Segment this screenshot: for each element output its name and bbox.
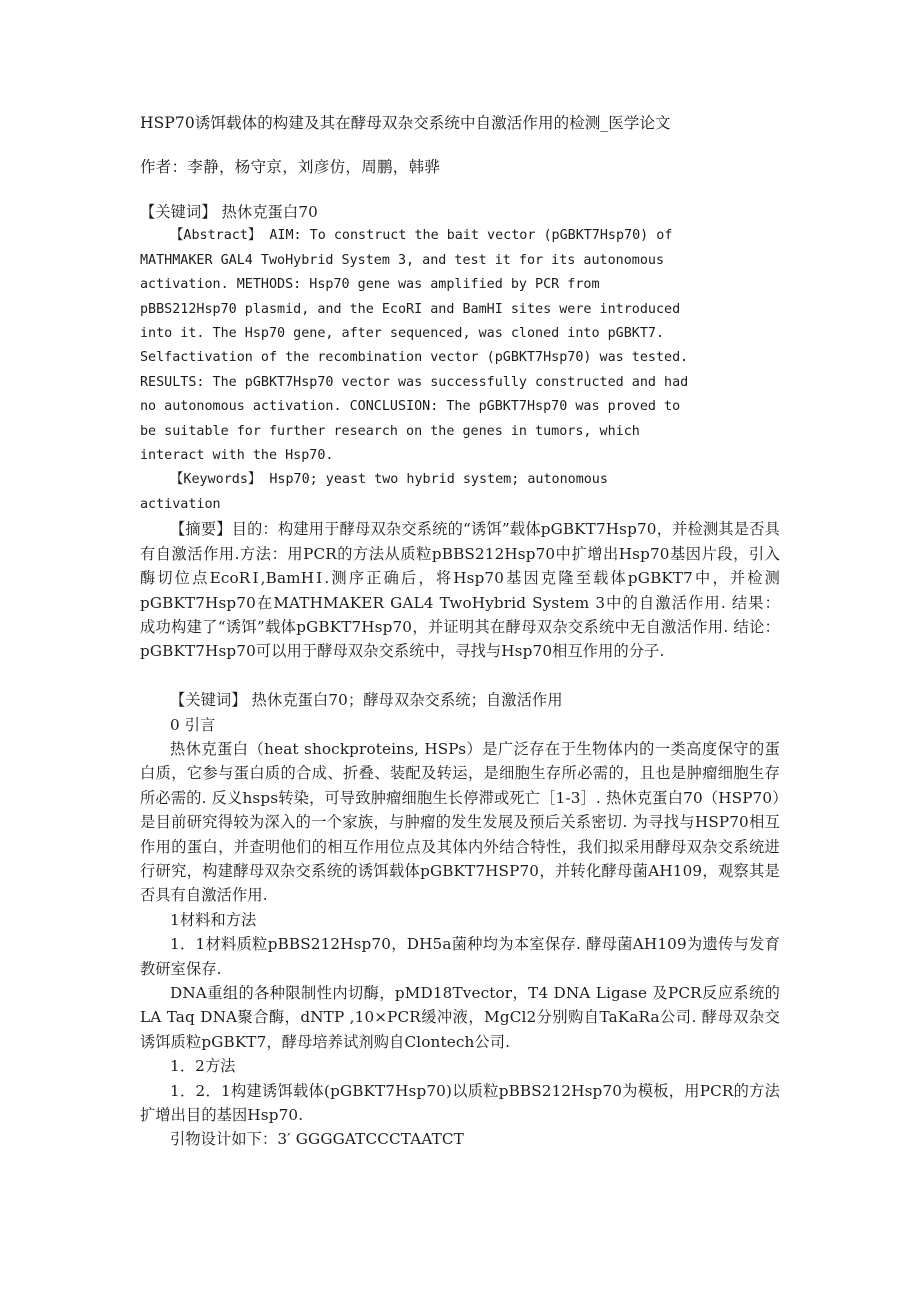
primer-design-line: 引物设计如下：3′ GGGGATCCCTAATCT [170,1130,464,1149]
methods-materials: 1．1材料质粒pBBS212Hsp70，DH5a菌种均为本室保存. 酵母菌AH109为遗传与发育教研室保存. [140,935,780,978]
abstract-en-line-5: Selfactivation of the recombination vector (pGBKT7Hsp70) was tested. [140,350,689,366]
paragraph-spacer [140,664,780,688]
abstract-en-line-8: be suitable for further research on the genes in tumors, which [140,423,640,439]
intro-paragraph: 热休克蛋白（heat shockproteins, HSPs）是广泛存在于生物体内的一类高度保守的蛋白质，它参与蛋白质的合成、折叠、装配及转运，是细胞生存所必需的，且也是肿瘤细胞生存所必需的. 反义hsps转染，可导致肿瘤细胞生长停滞或死亡［1-3］. 热休克蛋白70（HSP70）是目前研究得较为深入的一个家族，与肿瘤的发生发展及预后关系密切. 为寻找与HSP70相互作用的蛋白，并查明他们的相互作用位点及其体内外结合特性，我们拟采用酵母双杂交系统进行研究，构建酵母双杂交系统的诱饵载体pGBKT7HSP70，并转化酵母菌AH109，观察其是否具有自激活作用. [140,739,780,905]
section-heading-methods: 1材料和方法 [170,910,257,929]
methods-reagents: DNA重组的各种限制性内切酶，pMD18Tvector，T4 DNA Ligase 及PCR反应系统的LA Taq DNA聚合酶，dNTP ,10×PCR缓冲液，MgCl2分别购自TaKaRa公司. 酵母双杂交诱饵质粒pGBKT7，酵母培养试剂购自Clontech公司. [140,983,780,1051]
keywords-top: 【关键词】 热休克蛋白70 [140,203,318,221]
abstract-en-line-6: RESULTS: The pGBKT7Hsp70 vector was successfully constructed and had [140,374,689,390]
abstract-en-line-0: 【Abstract】 AIM: To construct the bait vector (pGBKT7Hsp70) of [170,228,673,244]
section-heading-intro: 0 引言 [170,715,216,734]
abstract-cn: 【摘要】目的：构建用于酵母双杂交系统的“诱饵”载体pGBKT7Hsp70，并检测其是否具有自激活作用.方法：用PCR的方法从质粒pBBS212Hsp70中扩增出Hsp70基因片段，引入酶切位点EcoRⅠ,BamHⅠ.测序正确后，将Hsp70基因克隆至载体pGBKT7中，并检测pGBKT7Hsp70在MATHMAKER GAL4 TwoHybrid System 3中的自激活作用. 结果： 成功构建了“诱饵”载体pGBKT7Hsp70，并证明其在酵母双杂交系统中无自激活作用. 结论： pGBKT7Hsp70可以用于酵母双杂交系统中，寻找与Hsp70相互作用的分子. [140,520,780,661]
methods-bait-vector: 1．2．1构建诱饵载体(pGBKT7Hsp70)以质粒pBBS212Hsp70为模板，用PCR的方法扩增出目的基因Hsp70. [140,1081,780,1125]
abstract-en-line-9: interact with the Hsp70. [140,448,334,464]
keywords-en-line-1: activation [140,496,221,512]
section-heading-methods-sub: 1．2方法 [170,1057,236,1076]
authors-line: 作者：李静，杨守京，刘彦仿，周鹏，韩骅 [140,158,441,176]
abstract-en-line-3: pBBS212Hsp70 plasmid, and the EcoRI and BamHI sites were introduced [140,301,681,317]
page-title: HSP70诱饵载体的构建及其在酵母双杂交系统中自激活作用的检测_医学论文 [140,114,671,132]
abstract-en-line-7: no autonomous activation. CONCLUSION: The pGBKT7Hsp70 was proved to [140,399,681,415]
keywords-en-line-0: 【Keywords】 Hsp70; yeast two hybrid system; autonomous [170,472,608,488]
abstract-en-line-2: activation. METHODS: Hsp70 gene was amplified by PCR from [140,277,600,293]
keywords-cn: 【关键词】 热休克蛋白70；酵母双杂交系统；自激活作用 [170,691,563,710]
abstract-en-line-4: into it. The Hsp70 gene, after sequenced, was cloned into pGBKT7. [140,326,665,342]
abstract-en-line-1: MATHMAKER GAL4 TwoHybrid System 3, and test it for its autonomous [140,252,665,268]
